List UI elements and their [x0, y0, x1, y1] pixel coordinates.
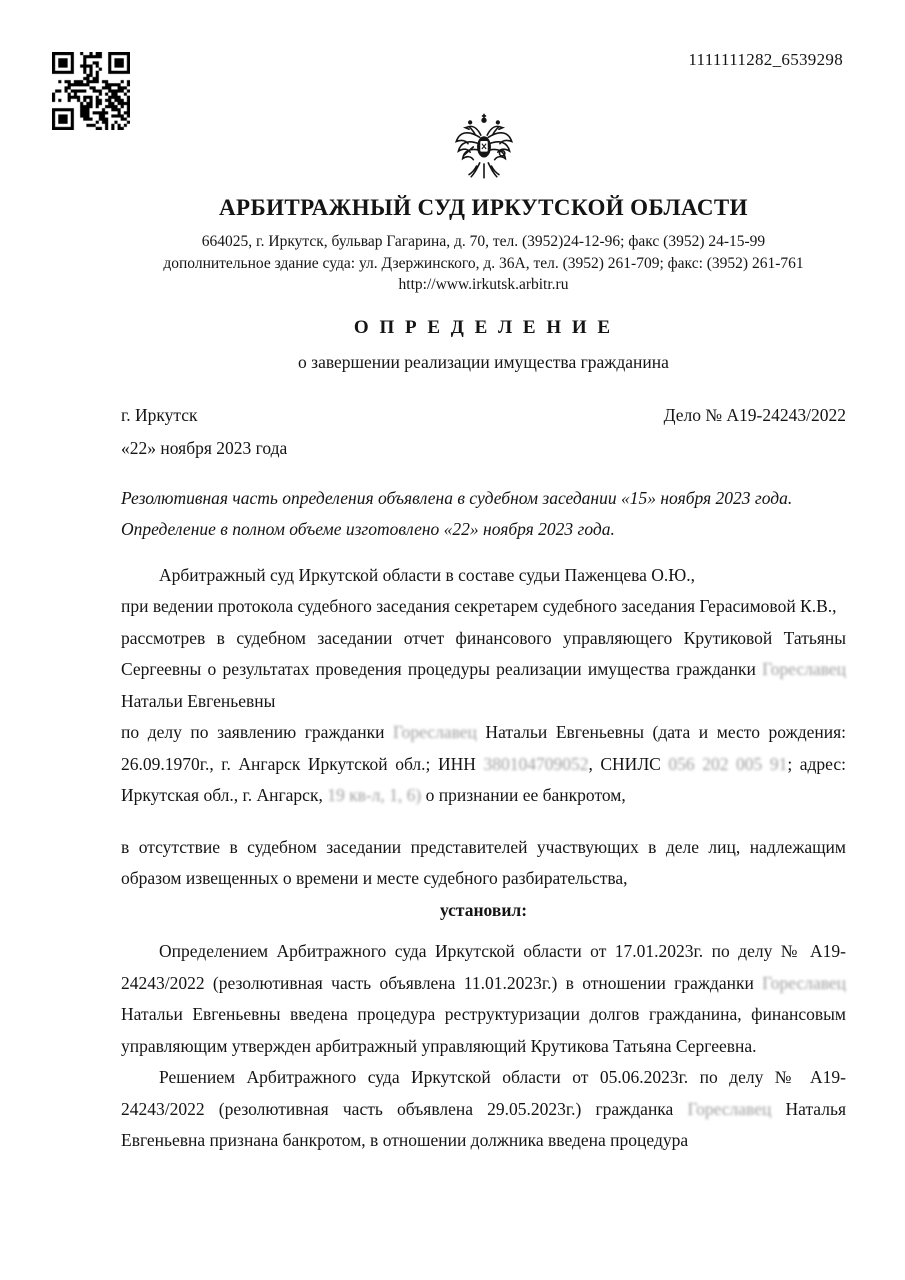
qr-code-icon — [52, 52, 130, 130]
resolution-note-1: Резолютивная часть определения объявлена в судебном заседании «15» ноября 2023 года. — [121, 487, 793, 508]
document-number: 1111111282_6539298 — [688, 50, 843, 69]
redacted-address: 19 кв-л, 1, 6) — [327, 785, 422, 805]
russia-coat-of-arms-icon — [452, 112, 516, 186]
paragraph-court-composition: Арбитражный суд Иркутской области в составе судьи Паженцева О.Ю., — [159, 564, 696, 585]
court-address-line-2: дополнительное здание суда: ул. Дзержинского, д. 36А, тел. (3952) 261-709; факс: (3952) 261-761 — [163, 254, 804, 272]
paragraph-restructuring — [121, 936, 846, 1062]
document-content — [121, 0, 846, 1157]
court-website: http://www.irkutsk.arbitr.ru — [398, 276, 569, 293]
case-number: Дело № А19-24243/2022 — [663, 404, 846, 425]
paragraph-application-text-4: ; адрес: Иркутская обл., г. Ангарск, — [121, 753, 847, 805]
document-subtitle: о завершении реализации имущества гражданина — [298, 351, 669, 372]
paragraph-bankruptcy-text-2: Наталья Евгеньевна признана банкротом, в отношении должника введена процедура — [121, 1098, 846, 1150]
paragraph-application-text-3: , СНИЛС — [588, 753, 669, 774]
resolution-note-2: Определение в полном объеме изготовлено «22» ноября 2023 года. — [121, 519, 615, 539]
paragraph-application-text-5: о признании ее банкротом, — [421, 785, 626, 805]
redacted-surname: Гореславец — [393, 722, 477, 742]
paragraph-bankruptcy-decision — [121, 1062, 846, 1157]
heading-ustanovil: установил: — [439, 899, 528, 920]
paragraph-restructuring-text-2: Натальи Евгеньевны введена процедура реструктуризации долгов гражданина, финансовым управляющим утвержден арбитражный управляющий Крутикова Татьяна Сергеевна. — [121, 1004, 846, 1056]
court-address-line-1: 664025, г. Иркутск, бульвар Гагарина, д. 70, тел. (3952)24-12-96; факс (3952) 24-15-99 — [201, 233, 766, 250]
redacted-surname: Гореславец — [762, 659, 846, 679]
paragraph-report — [121, 623, 846, 718]
paragraph-application — [121, 717, 846, 812]
redacted-inn: 380104709052 — [483, 753, 589, 774]
document-title: О П Р Е Д Е Л Е Н И Е — [353, 316, 614, 338]
paragraph-application-text: по делу по заявлению гражданки — [121, 722, 394, 742]
redacted-surname: Гореславец — [762, 972, 846, 993]
paragraph-secretary: при ведении протокола судебного заседания секретарем судебного заседания Герасимовой К.В., — [121, 596, 837, 616]
case-header-row — [121, 403, 846, 427]
paragraph-bankruptcy-text: Решением Арбитражного суда Иркутской области от 05.06.2023г. по делу № А19-24243/2022 (резолютивная часть объявлена 29.05.2023г.) гражданка — [121, 1067, 846, 1119]
court-name: АРБИТРАЖНЫЙ СУД ИРКУТСКОЙ ОБЛАСТИ — [219, 195, 748, 220]
case-city: г. Иркутск — [121, 404, 198, 425]
paragraph-report-text-2: Натальи Евгеньевны — [121, 690, 276, 711]
redacted-surname: Гореславец — [687, 1098, 772, 1119]
paragraph-absence: в отсутствие в судебном заседании представителей участвующих в деле лиц, надлежащим образом извещенных о времени и месте судебного разбирательства, — [121, 836, 846, 888]
case-date: «22» ноября 2023 года — [121, 437, 288, 458]
paragraph-application-text-2: Натальи Евгеньевны (дата и место рождения: 26.09.1970г., г. Ангарск Иркутской обл.; ИНН — [121, 722, 847, 774]
paragraph-restructuring-text: Определением Арбитражного суда Иркутской области от 17.01.2023г. по делу № А19-24243/2022 (резолютивная часть объявлена 11.01.2023г.) в отношении гражданки — [121, 941, 846, 993]
redacted-snils: 056 202 005 91 — [668, 753, 788, 774]
paragraph-report-text: рассмотрев в судебном заседании отчет финансового управляющего Крутиковой Татьяны Сергеевны о результатах проведения процедуры реализации имущества гражданки — [121, 627, 846, 679]
